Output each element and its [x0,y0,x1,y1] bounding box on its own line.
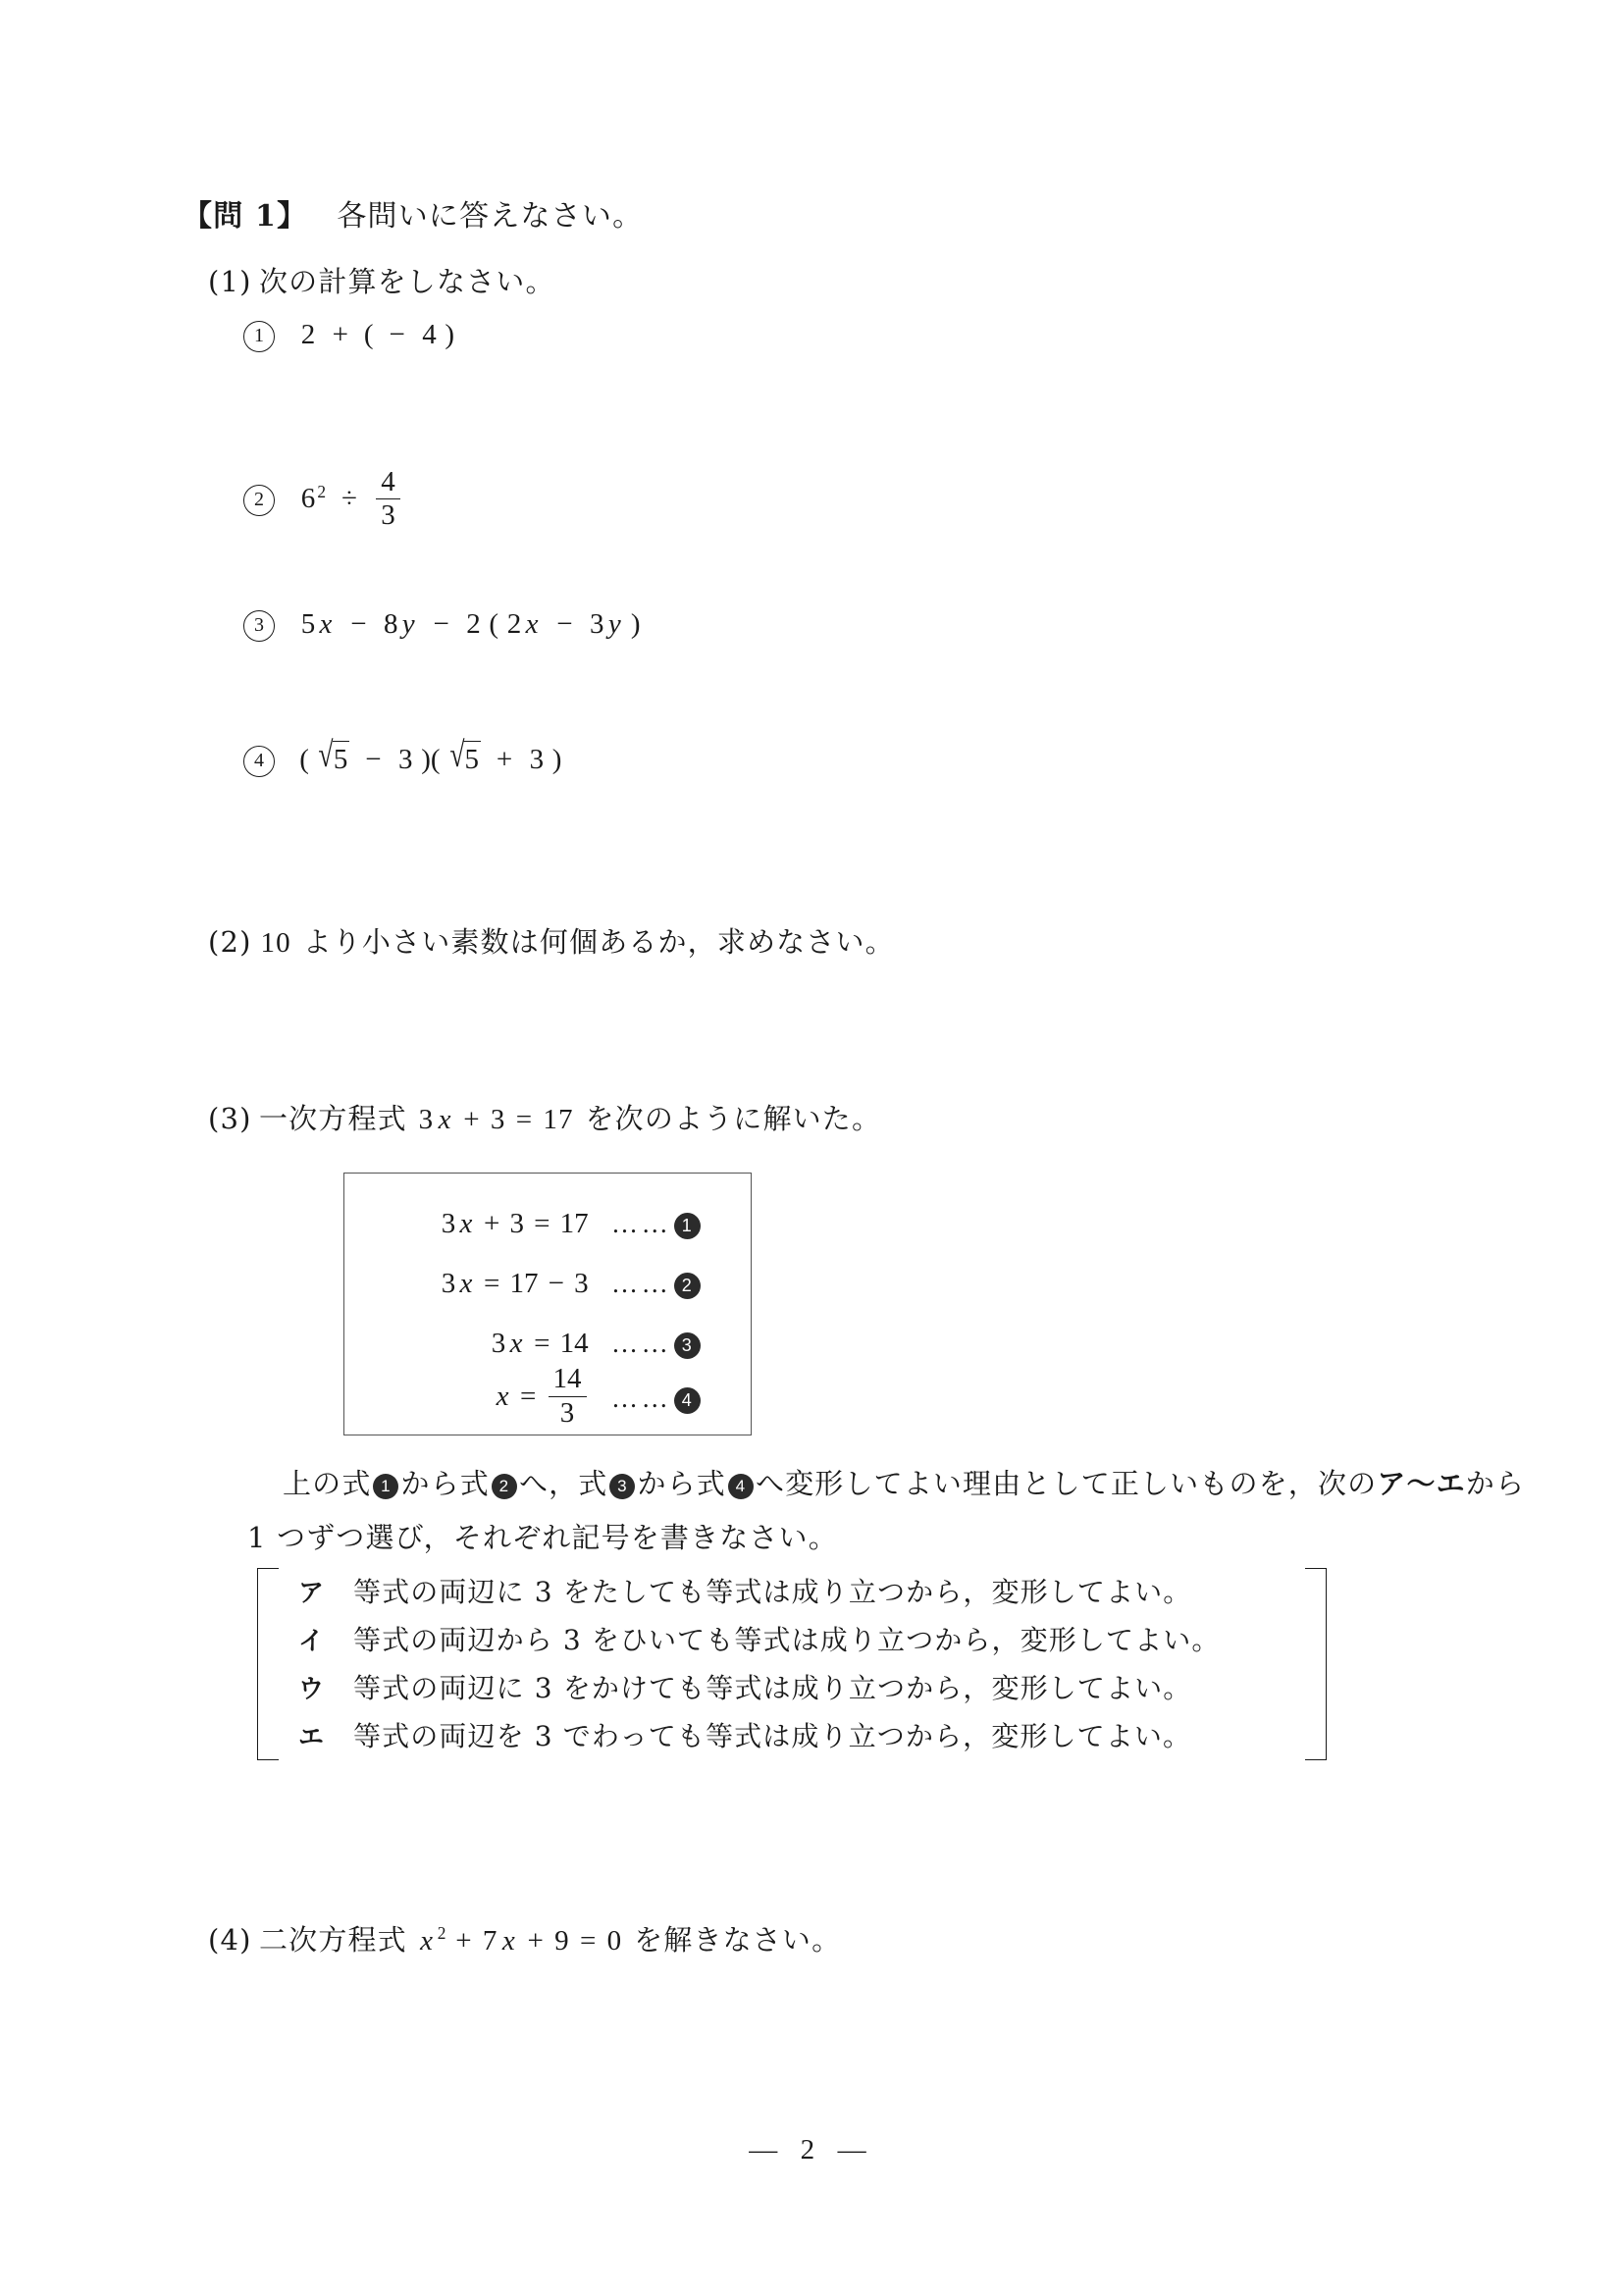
instruction-text-g: から [1465,1467,1526,1500]
filled-circled-number-2-icon: 2 [674,1273,701,1299]
page-number: — 2 — [749,2134,874,2166]
question-1-item-2-expr [243,466,403,534]
expr2-fraction [376,467,400,532]
expr3-var-5: y [607,608,621,640]
expr3-op-1: − [350,608,367,640]
q3-equals: = [515,1104,534,1135]
leader-dots-2: …… [611,1268,672,1298]
expr3-coef-5: 3 [590,608,604,640]
expr3-paren-close: ) [630,608,641,640]
equation-row-2-expression: 3 x = 17 − 3 [441,1267,589,1299]
q4-equals: = [579,1925,598,1957]
q4-var-b: x [501,1925,516,1957]
expr2-exponent: 2 [317,481,327,501]
page-title [183,191,643,235]
question-1-number: (1) [208,265,252,298]
circled-number-2-icon: 2 [243,485,275,516]
expr4-radicand-2: 5 [463,741,481,776]
equation-row-4-denominator: 3 [549,1396,587,1429]
bracket-left [257,1568,279,1760]
question-2 [208,920,895,961]
circled-number-3-icon: 3 [243,610,275,642]
expr1-paren-close: ) [445,319,455,350]
question-4-post: を解きなさい。 [634,1923,842,1957]
equation-row-1 [344,1195,751,1252]
q4-rhs: 0 [606,1925,623,1957]
q4-const-c: 9 [554,1925,570,1957]
expr3-paren-open: ( [489,608,499,640]
expr4-paren-close-2: ) [551,744,562,775]
expr3-var-2: y [401,608,415,640]
q4-exponent: 2 [437,1923,447,1944]
expr1-operator: + [332,319,348,350]
filled-circled-number-4-icon: 4 [674,1387,701,1414]
expr1-operand-b: 4 [422,319,437,350]
expr2-numerator: 4 [381,466,395,497]
expr2-denominator: 3 [376,498,400,531]
filled-circled-number-3-icon: 3 [674,1332,701,1359]
choice-text-a: 等式の両辺に 3 をたしても等式は成り立つから，変形してよい。 [353,1576,1192,1608]
equation-row-4-fraction [549,1364,587,1429]
leader-dots-1: …… [611,1208,672,1238]
expr4-paren-open-1: ( [299,744,309,775]
expr4-paren-close-1: ) [421,744,431,775]
instruction-text-b: から式 [400,1467,490,1500]
filled-circled-number-4-icon: 4 [728,1474,754,1499]
q3-op: + [463,1104,481,1135]
expr4-radical-2 [447,735,481,776]
expr4-const-2: 3 [529,744,545,775]
leader-dots-4: …… [611,1383,672,1413]
equation-row-2 [344,1255,751,1312]
equation-row-1-rhs: 17 [559,1207,589,1239]
instruction-text-c: へ，式 [518,1467,608,1500]
q3-var: x [438,1104,452,1135]
question-3-equation [417,1104,575,1135]
question-3-choices [257,1568,1327,1760]
question-2-text: より小さい素数は何個あるか，求めなさい。 [302,925,895,959]
expr3-coef-1: 5 [300,608,316,640]
question-1-item-3-expr [243,608,641,642]
question-1-item-4-expr [243,735,562,777]
choice-marker-u: ウ [298,1675,326,1704]
expr1-sign: − [389,319,405,350]
choice-text-i: 等式の両辺から 3 をひいても等式は成り立つから，変形してよい。 [353,1624,1221,1656]
q4-op-2: + [527,1925,546,1957]
expr3-coef-4: 2 [506,608,522,640]
expr4-radical-1 [316,735,349,776]
equation-row-3-expression: 3 x = 14 [491,1327,589,1359]
choice-text-u: 等式の両辺に 3 をかけても等式は成り立つから，変形してよい。 [353,1672,1192,1704]
question-4-number: (4) [208,1923,252,1957]
expr4-op-1: − [365,744,382,775]
question-3-post: を次のように解いた。 [585,1102,882,1135]
question-4-equation [417,1925,624,1957]
question-3 [208,1097,881,1137]
filled-circled-number-2-icon: 2 [492,1474,517,1499]
expr3-var-4: x [525,608,539,640]
expr2-operator: ÷ [340,483,357,515]
question-3-instruction-line-2: 1 つずつ選び，それぞれ記号を書きなさい。 [247,1521,838,1554]
question-3-number: (3) [208,1102,252,1135]
expr4-radicand-1: 5 [333,741,350,776]
filled-circled-number-3-icon: 3 [609,1474,635,1499]
expr3-coef-2: 8 [383,608,398,640]
bracket-right [1305,1568,1327,1760]
expr1-operand-a: 2 [300,319,316,350]
equation-row-1-expression: 3 x + 3 = 17 [441,1207,589,1239]
question-4-pre: 二次方程式 [259,1923,407,1957]
q4-coef-b: 7 [482,1925,498,1957]
expr4-paren-open-2: ( [430,744,441,775]
instruction-text-a: 上の式 [283,1467,372,1500]
question-2-value: 10 [260,927,291,959]
expr1-paren-open: ( [363,319,374,350]
choice-item-e[interactable] [298,1712,1220,1760]
leader-dots-3: …… [611,1328,672,1358]
radical-sign-icon: √ [448,735,465,775]
question-heading-text: 各問いに答えなさい。 [337,199,644,234]
equation-steps-box [343,1173,752,1435]
choice-marker-i: イ [298,1627,326,1656]
equation-row-4-tag [590,1383,749,1415]
equation-row-1-tag [590,1208,749,1240]
expr4-op-2: + [496,744,513,775]
question-1 [208,260,555,300]
question-2-number: (2) [208,925,252,959]
choice-item-a[interactable] [298,1568,1220,1616]
equation-row-3-tag [590,1328,749,1360]
question-4 [208,1918,841,1958]
instruction-choice-range: ア〜エ [1377,1467,1466,1500]
circled-number-4-icon: 4 [243,746,275,777]
choice-marker-e: エ [298,1723,326,1752]
question-3-pre: 一次方程式 [259,1102,407,1135]
q3-rhs: 17 [543,1104,574,1135]
filled-circled-number-1-icon: 1 [674,1213,701,1239]
instruction-text-d: から式 [637,1467,726,1500]
equation-row-4-numerator: 14 [552,1363,582,1395]
expr3-op-2: − [433,608,449,640]
equation-row-2-tag [590,1268,749,1300]
radical-sign-icon: √ [318,735,334,775]
circled-number-1-icon: 1 [243,321,275,352]
q3-const: 3 [490,1104,506,1135]
expr3-coef-3: 2 [466,608,481,640]
instruction-text-e: へ変形してよい理由として正しいものを，次の [755,1467,1378,1500]
choice-marker-a: ア [298,1579,326,1608]
expr2-base: 6 [300,483,316,515]
expr4-const-1: 3 [398,744,413,775]
choice-text-e: 等式の両辺を 3 でわっても等式は成り立つから，変形してよい。 [353,1720,1192,1752]
q4-op-1: + [455,1925,473,1957]
filled-circled-number-1-icon: 1 [373,1474,398,1499]
q3-coef: 3 [418,1104,435,1135]
choice-item-i[interactable] [298,1616,1220,1664]
expr3-var-1: x [319,608,333,640]
q4-var: x [420,1925,435,1957]
question-1-text: 次の計算をしなさい。 [259,265,555,298]
question-1-item-1-expr [243,319,454,352]
equation-row-3-rhs: 14 [559,1327,589,1359]
choice-item-u[interactable] [298,1664,1220,1712]
expr3-op-3: − [556,608,573,640]
question-label: 【問 1】 [183,199,308,234]
question-3-instruction-line-1 [283,1462,1525,1502]
equation-row-4 [344,1363,751,1429]
equation-row-4-expression: x = $\frac{14}{3}$ [344,1366,590,1431]
